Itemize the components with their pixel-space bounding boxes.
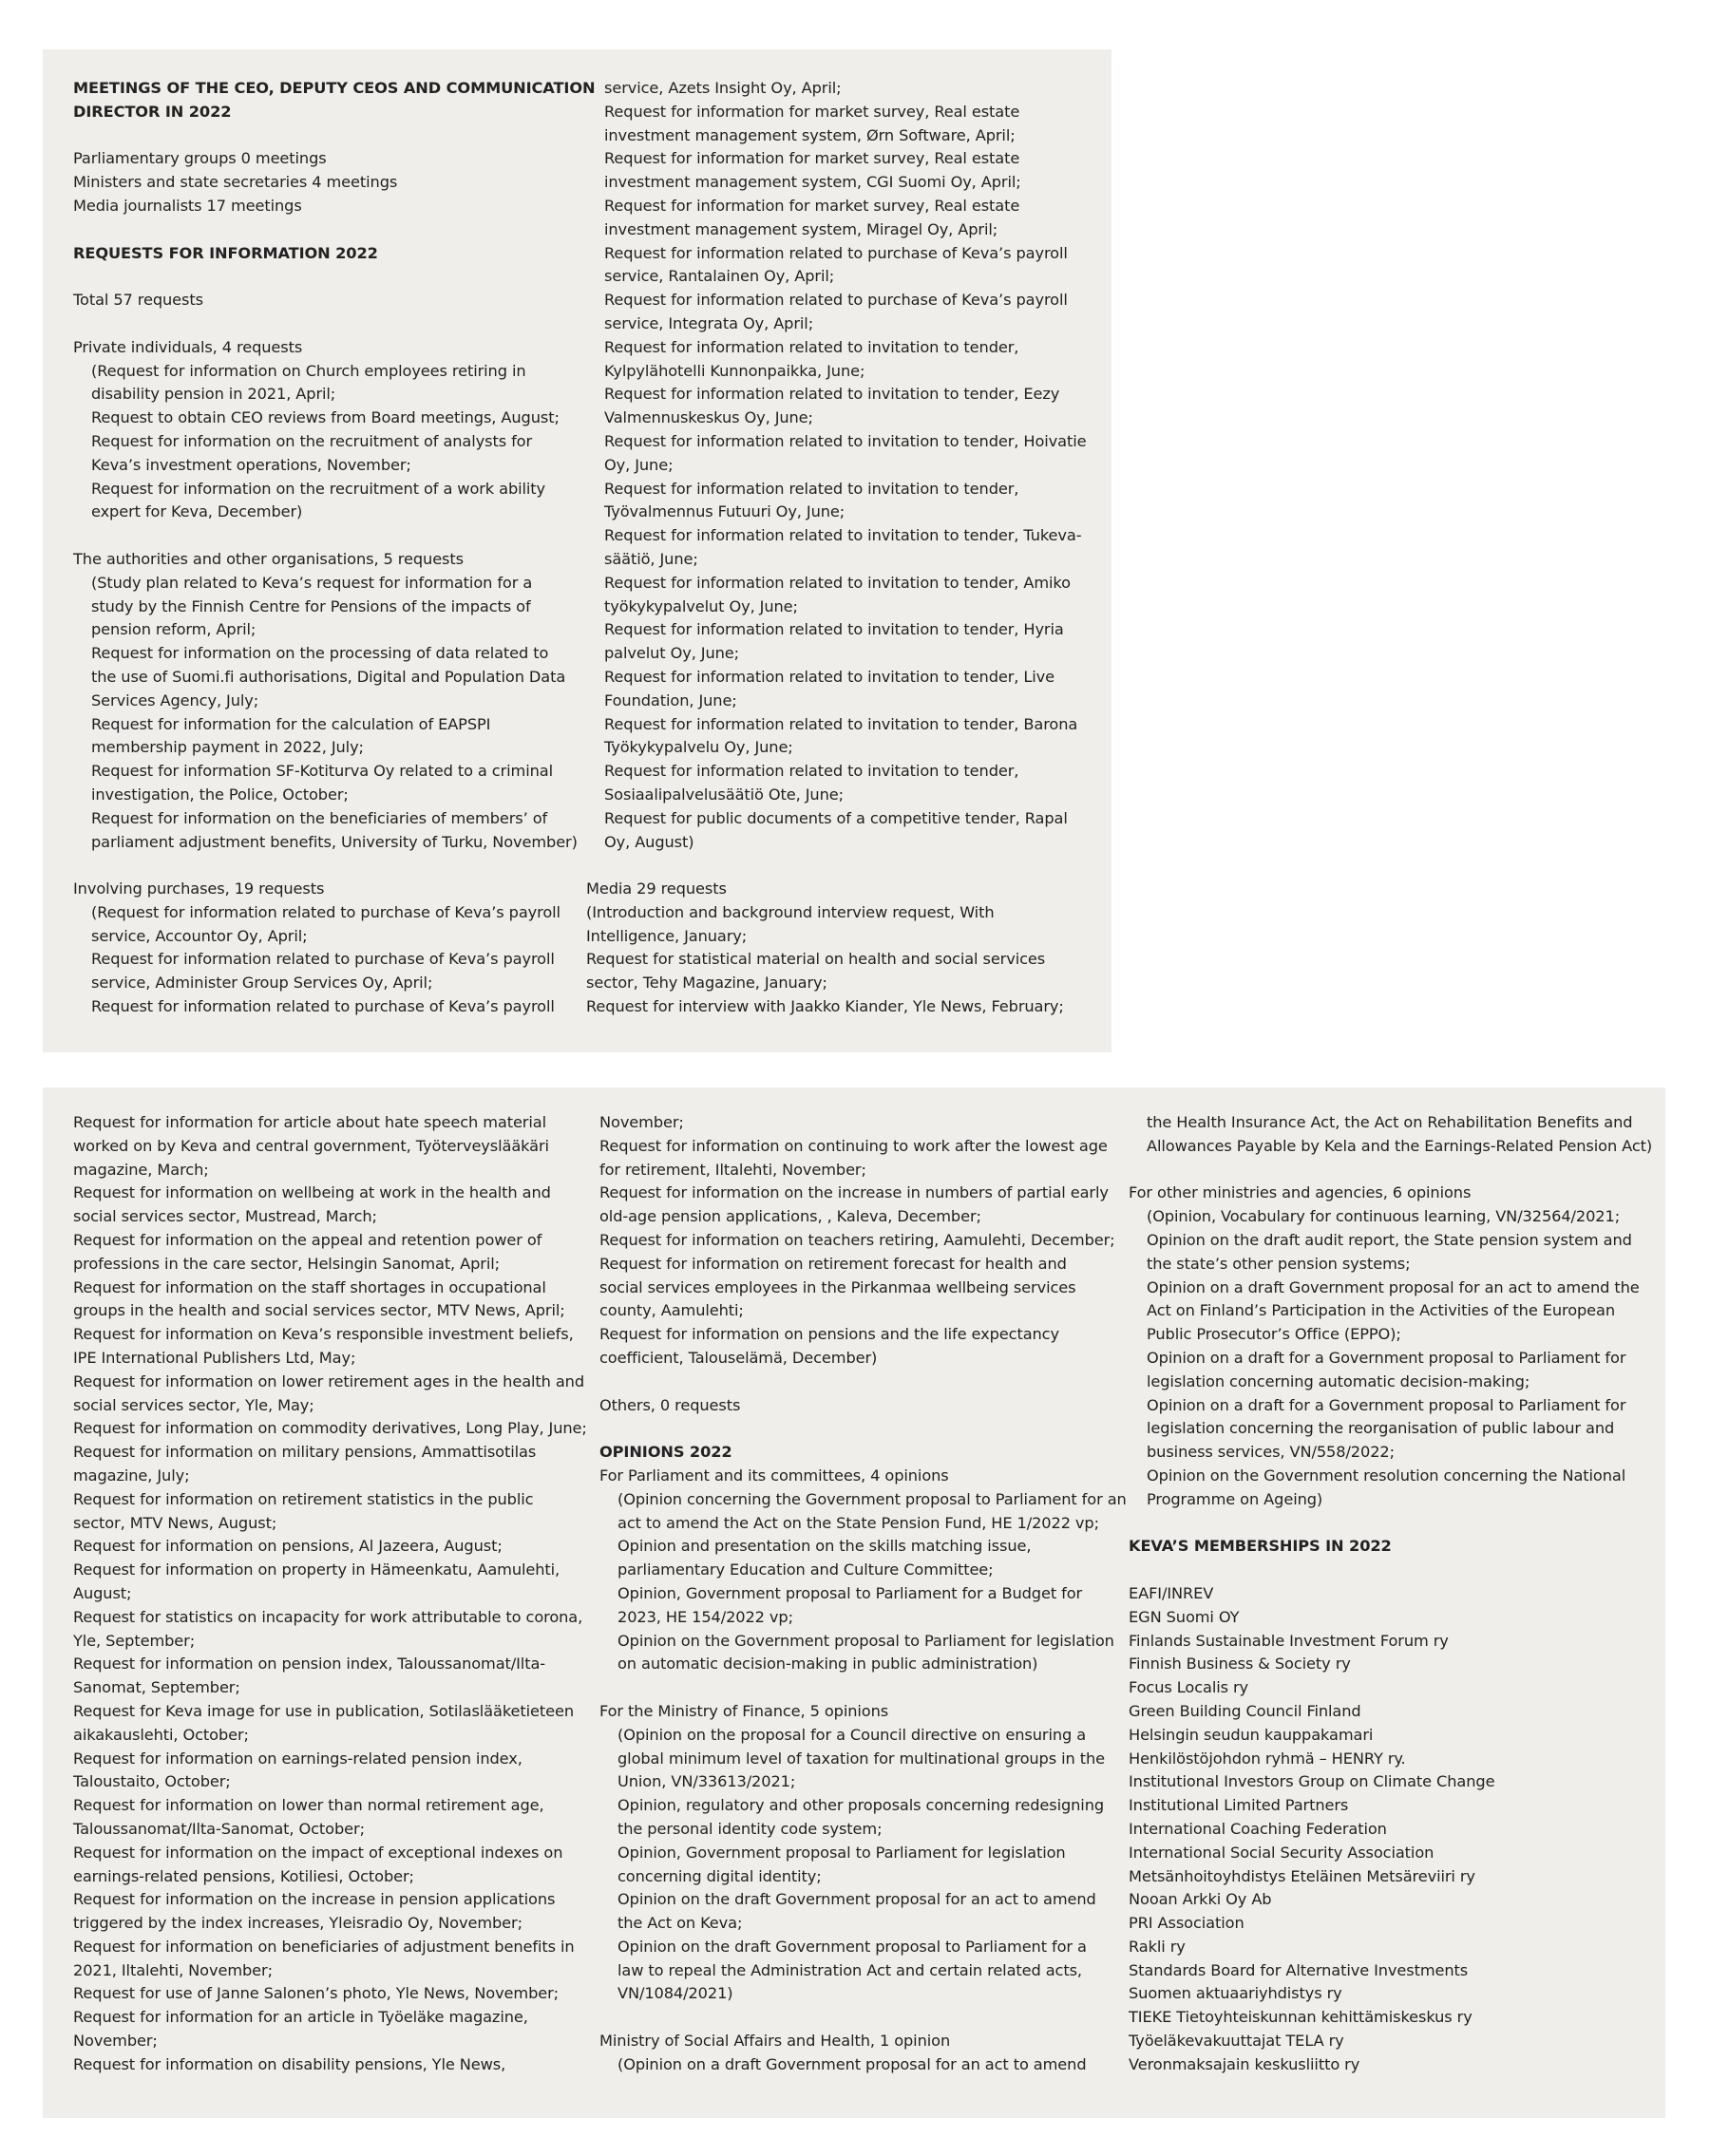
text-line: legislation concerning the reorganisation of public labour and — [1147, 1419, 1615, 1438]
text-line: investment management system, Ørn Software, April; — [604, 125, 1016, 144]
text-line: Foundation, June; — [604, 690, 737, 709]
text-line: investment management system, Miragel Oy, April; — [604, 219, 998, 238]
text-line: Intelligence, January; — [586, 926, 748, 945]
spacer — [1129, 1159, 1646, 1182]
text-line: Programme on Ageing) — [1147, 1489, 1323, 1508]
text-line: professions in the care sector, Helsingin Sanomat, April; — [73, 1254, 501, 1273]
text-line: investigation, the Police, October; — [91, 785, 349, 804]
text-line: EGN Suomi OY — [1129, 1607, 1240, 1626]
text-line: Oy, June; — [604, 455, 674, 474]
top-text-panel — [43, 49, 1112, 1052]
text-line: Public Prosecutor’s Office (EPPO); — [1147, 1325, 1401, 1344]
spacer — [599, 2006, 1117, 2030]
text-line: magazine, March; — [73, 1160, 209, 1179]
text-line: (Opinion, Vocabulary for continuous learning, VN/32564/2021; — [1147, 1207, 1621, 1226]
spacer — [73, 524, 567, 548]
spacer — [599, 1371, 1117, 1394]
text-line: Request for information related to purchase of Keva’s payroll — [604, 243, 1068, 262]
text-line: Media 29 requests — [586, 879, 727, 898]
bottom-column-1 — [73, 1111, 591, 2077]
text-line: Nooan Arkki Oy Ab — [1129, 1890, 1272, 1909]
text-line: social services employees in the Pirkanmaa wellbeing services — [599, 1277, 1076, 1296]
text-line: groups in the health and social services sector, MTV News, April; — [73, 1301, 565, 1320]
text-line: Request for information related to invitation to tender, Barona — [604, 714, 1078, 733]
text-line: Request for information related to invitation to tender, Hoivatie — [604, 431, 1087, 450]
text-line: investment management system, CGI Suomi Oy, April; — [604, 173, 1021, 192]
text-line: Request for information on the processing of data related to — [91, 644, 549, 663]
text-line: coefficient, Talouselämä, December) — [599, 1348, 878, 1367]
text-line: (Introduction and background interview request, With — [586, 902, 995, 921]
text-line: triggered by the index increases, Yleisradio Oy, November; — [73, 1914, 522, 1933]
text-line: Request for information related to invitation to tender, Amiko — [604, 573, 1071, 592]
text-line: service, Administer Group Services Oy, April; — [91, 974, 433, 993]
text-line: Metsänhoitoyhdistys Eteläinen Metsäreviiri ry — [1129, 1866, 1475, 1885]
text-line: expert for Keva, December) — [91, 502, 303, 521]
spacer — [1129, 1559, 1646, 1582]
text-line: Request for information on pension index, Taloussanomat/Ilta- — [73, 1655, 545, 1674]
text-line: Työeläkevakuuttajat TELA ry — [1129, 2032, 1344, 2051]
spacer — [586, 854, 1090, 878]
text-line: Rakli ry — [1129, 1937, 1186, 1956]
text-line: Työvalmennus Futuuri Oy, June; — [604, 502, 846, 521]
text-line: for retirement, Iltalehti, November; — [599, 1160, 866, 1179]
text-line: service, Accountor Oy, April; — [91, 926, 308, 945]
text-line: November; — [73, 2032, 158, 2051]
text-line: service, Rantalainen Oy, April; — [604, 267, 835, 286]
text-line: Opinion, Government proposal to Parliament for legislation — [618, 1843, 1066, 1862]
text-line: Request for information on the recruitment of analysts for — [91, 431, 533, 450]
text-line: Request for information related to purchase of Keva’s payroll — [604, 291, 1068, 310]
text-line: Request for information on the staff shortages in occupational — [73, 1277, 546, 1296]
text-line: the state’s other pension systems; — [1147, 1254, 1411, 1273]
spacer — [73, 312, 567, 336]
text-line: Opinion on the Government proposal to Parliament for legislation — [618, 1631, 1114, 1650]
text-line: Standards Board for Alternative Investments — [1129, 1960, 1469, 1979]
text-line: Request for information related to invitation to tender, — [604, 762, 1019, 781]
text-line: Opinion on a draft Government proposal for an act to amend the — [1147, 1277, 1640, 1296]
top-left-column — [73, 77, 596, 1019]
text-line: Request for information related to invitation to tender, Live — [604, 667, 1055, 686]
text-line: pension reform, April; — [91, 620, 256, 639]
text-line: Request for information for an article in Työeläke magazine, — [73, 2008, 528, 2027]
text-line: For Parliament and its committees, 4 opinions — [599, 1466, 949, 1485]
bottom-text-panel — [43, 1087, 1665, 2118]
text-line: säätiö, June; — [604, 549, 698, 568]
text-line: business services, VN/558/2022; — [1147, 1443, 1395, 1462]
text-line: county, Aamulehti; — [599, 1301, 744, 1320]
text-line: Helsingin seudun kauppakamari — [1129, 1725, 1374, 1744]
text-line: (Opinion on a draft Government proposal for an act to amend — [618, 2054, 1087, 2073]
text-line: Sosiaalipalvelusäätiö Ote, June; — [604, 785, 844, 804]
text-line: Request for information related to invitation to tender, — [604, 337, 1019, 356]
text-line: membership payment in 2022, July; — [91, 738, 364, 757]
bottom-column-3 — [1129, 1111, 1653, 2077]
text-line: Request for information on continuing to work after the lowest age — [599, 1136, 1108, 1155]
text-line: Opinion on the draft audit report, the State pension system and — [1147, 1230, 1632, 1249]
text-line: Keva’s investment operations, November; — [91, 455, 411, 474]
text-line: For other ministries and agencies, 6 opinions — [1129, 1183, 1472, 1202]
text-line: service, Azets Insight Oy, April; — [604, 79, 842, 97]
text-line: Request for information related to purchase of Keva’s payroll — [91, 997, 555, 1016]
text-line: aikakauslehti, October; — [73, 1725, 249, 1744]
spacer — [599, 1417, 1117, 1441]
text-line: Focus Localis ry — [1129, 1678, 1249, 1697]
text-line: Institutional Investors Group on Climate Change — [1129, 1772, 1495, 1791]
text-line: magazine, July; — [73, 1466, 190, 1485]
text-line: Request for statistics on incapacity for work attributable to corona, — [73, 1607, 583, 1626]
text-line: Opinion on a draft for a Government proposal to Parliament for — [1147, 1348, 1626, 1367]
text-line: Parliamentary groups 0 meetings — [73, 149, 327, 168]
text-line: Request for information on the appeal and retention power of — [73, 1230, 542, 1249]
text-line: Työkykypalvelu Oy, June; — [604, 738, 793, 757]
text-line: Opinion, regulatory and other proposals concerning redesigning — [618, 1796, 1105, 1815]
text-line: sector, Tehy Magazine, January; — [586, 974, 827, 993]
text-line: The authorities and other organisations, 5 requests — [73, 549, 464, 568]
text-line: social services sector, Yle, May; — [73, 1395, 314, 1414]
text-line: International Coaching Federation — [1129, 1819, 1387, 1838]
spacer — [1129, 1512, 1646, 1536]
text-line: Request for information for market survey, Real estate — [604, 102, 1020, 121]
text-line: Finnish Business & Society ry — [1129, 1655, 1351, 1674]
text-line: disability pension in 2021, April; — [91, 385, 336, 404]
text-line: Request for information related to purchase of Keva’s payroll — [91, 950, 555, 969]
text-line: the Act on Keva; — [618, 1914, 743, 1933]
text-line: Request for information on teachers retiring, Aamulehti, December; — [599, 1230, 1115, 1249]
text-line: Request for information on retirement forecast for health and — [599, 1254, 1067, 1273]
text-line: Valmennuskeskus Oy, June; — [604, 408, 813, 427]
text-line: old-age pension applications, , Kaleva, December; — [599, 1207, 981, 1226]
section-heading: KEVA’S MEMBERSHIPS IN 2022 — [1129, 1537, 1392, 1556]
text-line: Union, VN/33613/2021; — [618, 1772, 796, 1791]
text-line: Request for information on the impact of exceptional indexes on — [73, 1843, 563, 1862]
text-line: PRI Association — [1129, 1914, 1244, 1933]
text-line: parliament adjustment benefits, University of Turku, November) — [91, 832, 578, 851]
section-heading: OPINIONS 2022 — [599, 1443, 732, 1462]
text-line: Request to obtain CEO reviews from Board meetings, August; — [91, 408, 560, 427]
text-line: Kylpylähotelli Kunnonpaikka, June; — [604, 361, 865, 380]
text-line: Veronmaksajain keskusliitto ry — [1129, 2054, 1360, 2073]
text-line: August; — [73, 1583, 132, 1602]
text-line: Request for use of Janne Salonen’s photo, Yle News, November; — [73, 1984, 560, 2003]
text-line: Ministers and state secretaries 4 meetings — [73, 173, 398, 192]
text-line: (Request for information related to purchase of Keva’s payroll — [91, 902, 560, 921]
text-line: (Opinion concerning the Government proposal to Parliament for an — [618, 1489, 1127, 1508]
text-line: IPE International Publishers Ltd, May; — [73, 1348, 356, 1367]
text-line: Request for information for market survey, Real estate — [604, 149, 1020, 168]
text-line: Yle, September; — [73, 1631, 196, 1650]
text-line: Institutional Limited Partners — [1129, 1796, 1349, 1815]
text-line: työkykypalvelut Oy, June; — [604, 596, 798, 615]
text-line: on automatic decision-making in public administration) — [618, 1655, 1038, 1674]
text-line: Request for information on lower retirement ages in the health and — [73, 1371, 585, 1390]
text-line: Involving purchases, 19 requests — [73, 879, 325, 898]
section-heading: MEETINGS OF THE CEO, DEPUTY CEOS AND COMMUNICATION — [73, 79, 596, 97]
text-line: 2023, HE 154/2022 vp; — [618, 1607, 793, 1626]
text-line: Finlands Sustainable Investment Forum ry — [1129, 1631, 1449, 1650]
text-line: earnings-related pensions, Kotiliesi, October; — [73, 1866, 414, 1885]
text-line: Request for information on the increase in numbers of partial early — [599, 1183, 1109, 1202]
text-line: Request for information related to invitation to tender, Hyria — [604, 620, 1064, 639]
text-line: November; — [599, 1113, 684, 1131]
text-line: Request for information for market survey, Real estate — [604, 196, 1020, 215]
text-line: Request for information on earnings-related pension index, — [73, 1749, 522, 1768]
text-line: (Study plan related to Keva’s request for information for a — [91, 573, 533, 592]
text-line: Request for information on pensions, Al Jazeera, August; — [73, 1537, 503, 1556]
text-line: Media journalists 17 meetings — [73, 196, 302, 215]
text-line: the use of Suomi.fi authorisations, Digital and Population Data — [91, 667, 566, 686]
text-line: Total 57 requests — [73, 291, 203, 310]
text-line: Request for interview with Jaakko Kiander, Yle News, February; — [586, 997, 1064, 1016]
text-line: Request for information related to invitation to tender, Eezy — [604, 385, 1060, 404]
text-line: Sanomat, September; — [73, 1678, 240, 1697]
text-line: study by the Finnish Centre for Pensions of the impacts of — [91, 596, 531, 615]
text-line: (Request for information on Church employees retiring in — [91, 361, 526, 380]
text-line: Services Agency, July; — [91, 690, 259, 709]
text-line: (Opinion on the proposal for a Council directive on ensuring a — [618, 1725, 1087, 1744]
text-line: parliamentary Education and Culture Committee; — [618, 1560, 994, 1579]
text-line: legislation concerning automatic decision-making; — [1147, 1371, 1530, 1390]
spacer — [73, 124, 567, 148]
text-line: VN/1084/2021) — [618, 1984, 733, 2003]
text-line: Opinion on a draft for a Government proposal to Parliament for — [1147, 1395, 1626, 1414]
text-line: EAFI/INREV — [1129, 1583, 1214, 1602]
text-line: Request for information on beneficiaries of adjustment benefits in — [73, 1937, 575, 1956]
text-line: sector, MTV News, August; — [73, 1513, 277, 1532]
text-line: Ministry of Social Affairs and Health, 1 opinion — [599, 2032, 951, 2051]
text-line: social services sector, Mustread, March; — [73, 1207, 377, 1226]
text-line: International Social Security Association — [1129, 1843, 1434, 1862]
text-line: Request for information on the beneficiaries of members’ of — [91, 808, 548, 827]
text-line: law to repeal the Administration Act and certain related acts, — [618, 1960, 1082, 1979]
text-line: TIEKE Tietoyhteiskunnan kehittämiskeskus ry — [1129, 2008, 1472, 2027]
text-line: Opinion on the Government resolution concerning the National — [1147, 1466, 1626, 1485]
text-line: Opinion on the draft Government proposal for an act to amend — [618, 1890, 1096, 1909]
text-line: Request for information on disability pensions, Yle News, — [73, 2054, 506, 2073]
spacer — [599, 1676, 1117, 1700]
text-line: Request for information for article about hate speech material — [73, 1113, 546, 1131]
text-line: worked on by Keva and central government, Työterveyslääkäri — [73, 1136, 549, 1155]
text-line: Request for information on wellbeing at work in the health and — [73, 1183, 551, 1202]
text-line: concerning digital identity; — [618, 1866, 822, 1885]
text-line: Act on Finland’s Participation in the Activities of the European — [1147, 1301, 1616, 1320]
text-line: Request for information on lower than normal retirement age, — [73, 1796, 544, 1815]
text-line: Request for information on Keva’s responsible investment beliefs, — [73, 1325, 574, 1344]
text-line: service, Integrata Oy, April; — [604, 313, 814, 332]
text-line: Request for information on commodity derivatives, Long Play, June; — [73, 1419, 587, 1438]
text-line: Opinion and presentation on the skills matching issue, — [618, 1537, 1032, 1556]
text-line: Request for public documents of a competitive tender, Rapal — [604, 808, 1068, 827]
text-line: the personal identity code system; — [618, 1819, 883, 1838]
text-line: Request for information SF-Kotiturva Oy related to a criminal — [91, 762, 553, 781]
text-line: Request for information on retirement statistics in the public — [73, 1489, 534, 1508]
section-heading: REQUESTS FOR INFORMATION 2022 — [73, 243, 378, 262]
text-line: act to amend the Act on the State Pension Fund, HE 1/2022 vp; — [618, 1513, 1099, 1532]
spacer — [73, 854, 567, 878]
text-line: Opinion, Government proposal to Parliament for a Budget for — [618, 1583, 1083, 1602]
text-line: Request for information on pensions and the life expectancy — [599, 1325, 1059, 1344]
text-line: Request for information on the recruitment of a work ability — [91, 479, 546, 498]
text-line: Request for information on the increase in pension applications — [73, 1890, 556, 1909]
text-line: Request for information on property in Hämeenkatu, Aamulehti, — [73, 1560, 560, 1579]
text-line: Suomen aktuaariyhdistys ry — [1129, 1984, 1342, 2003]
text-line: Henkilöstöjohdon ryhmä – HENRY ry. — [1129, 1749, 1406, 1768]
text-line: Taloustaito, October; — [73, 1772, 231, 1791]
text-line: Private individuals, 4 requests — [73, 337, 303, 356]
text-line: Oy, August) — [604, 832, 694, 851]
bottom-column-2 — [599, 1111, 1127, 2077]
text-line: palvelut Oy, June; — [604, 644, 739, 663]
text-line: For the Ministry of Finance, 5 opinions — [599, 1701, 889, 1720]
spacer — [73, 218, 567, 242]
text-line: Others, 0 requests — [599, 1395, 741, 1414]
text-line: Green Building Council Finland — [1129, 1701, 1361, 1720]
spacer — [73, 265, 567, 289]
text-line: Request for information on military pensions, Ammattisotilas — [73, 1443, 537, 1462]
text-line: Opinion on the draft Government proposal to Parliament for a — [618, 1937, 1087, 1956]
text-line: Request for information related to invitation to tender, — [604, 479, 1019, 498]
text-line: Request for Keva image for use in publication, Sotilaslääketieteen — [73, 1701, 575, 1720]
top-right-column — [586, 77, 1090, 1019]
text-line: Request for statistical material on health and social services — [586, 950, 1046, 969]
text-line: the Health Insurance Act, the Act on Rehabilitation Benefits and — [1147, 1113, 1633, 1131]
text-line: 2021, Iltalehti, November; — [73, 1960, 273, 1979]
text-line: global minimum level of taxation for multinational groups in the — [618, 1749, 1105, 1768]
text-line: Taloussanomat/Ilta-Sanomat, October; — [73, 1819, 365, 1838]
text-line: Request for information related to invitation to tender, Tukeva- — [604, 526, 1082, 545]
text-line: Request for information for the calculation of EAPSPI — [91, 714, 491, 733]
section-heading: DIRECTOR IN 2022 — [73, 102, 232, 121]
text-line: Allowances Payable by Kela and the Earnings-Related Pension Act) — [1147, 1136, 1653, 1155]
